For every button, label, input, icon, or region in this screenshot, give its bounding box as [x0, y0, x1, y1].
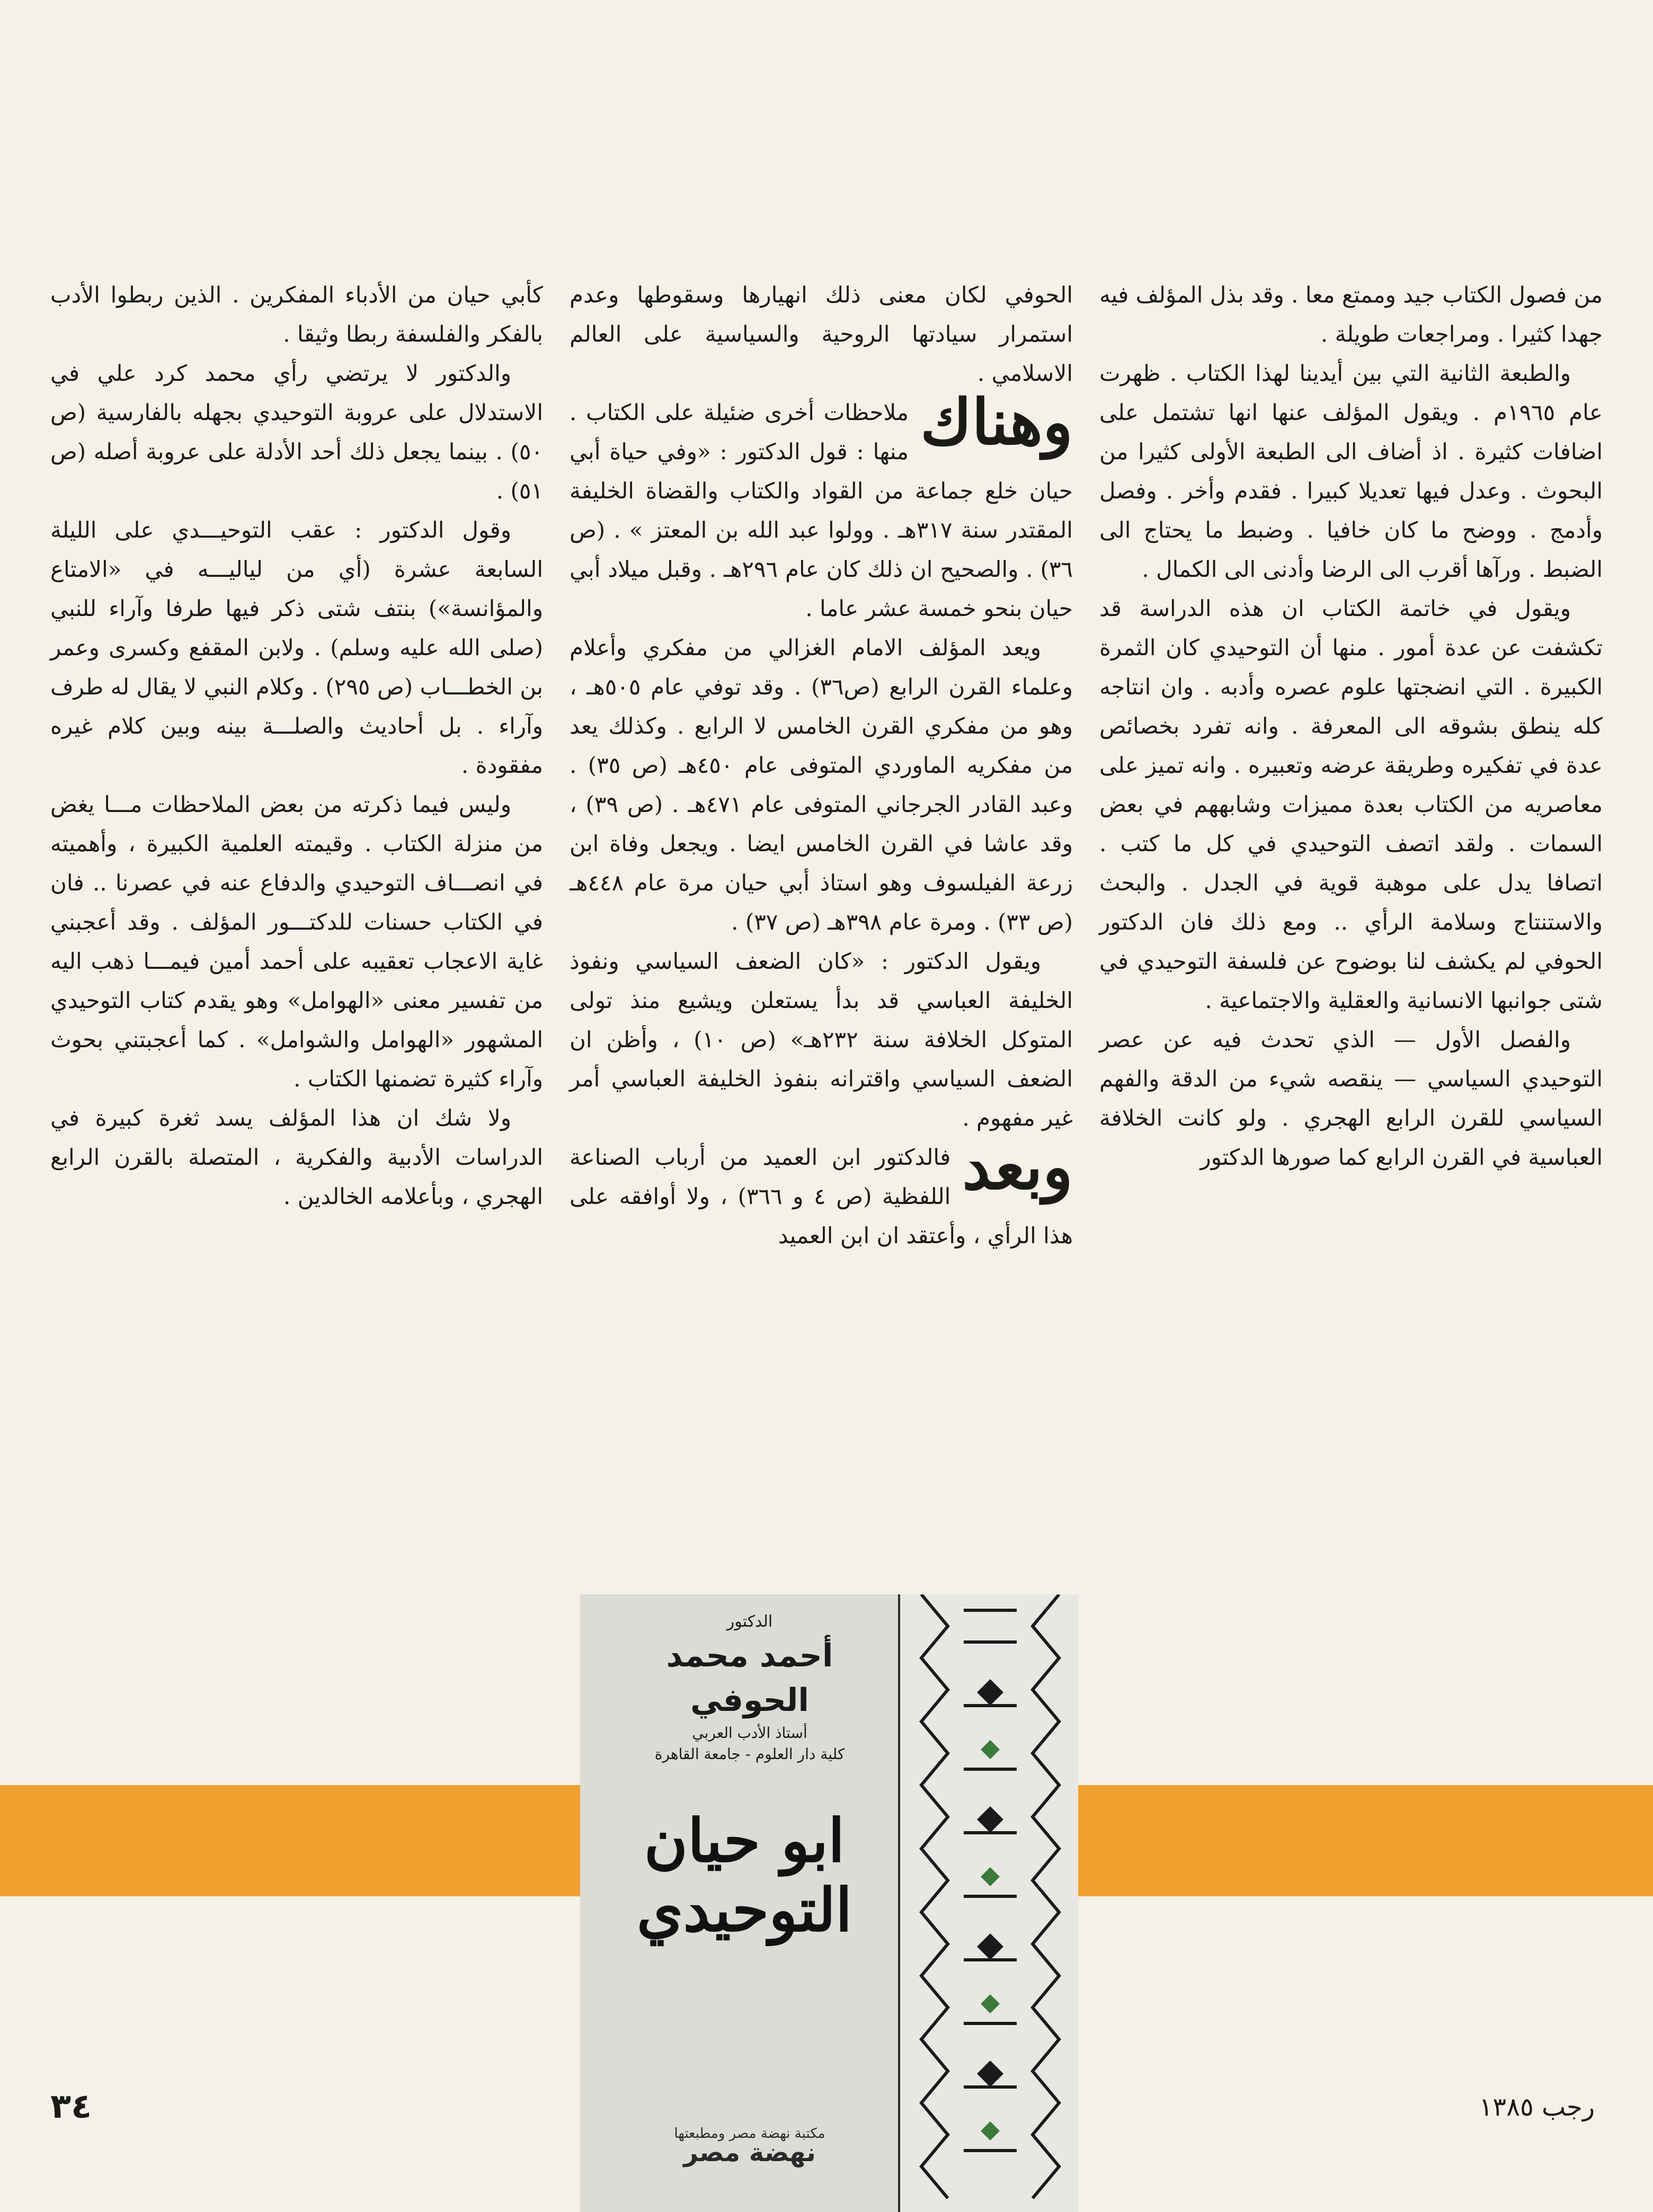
- drop-word: وهناك: [920, 385, 1073, 459]
- page-number: ٣٤: [50, 2087, 92, 2126]
- cover-publisher: [607, 2124, 893, 2168]
- cover-author-name: أحمد محمد الحوفي: [666, 1637, 833, 1719]
- paragraph: وليس فيما ذكرته من بعض الملاحظات مـــا يغض من منزلة الكتاب . وقيمته العلمية الكبيرة ، وأهميته في انصـــاف التوحيدي والدفاع عنه في عصرنا .. فان في الكتاب حسنات للدكتـــور المؤلف . وقد أعجبني غاية الاعجاب تعقيبه على أحمد أمين فيمـــا ذهب اليه من تفسير معنى «الهوامل» وهو يقدم كتاب التوحيدي المشهور «الهوامل والشوامل» . كما أعجبتني بحوث وآراء كثيرة تضمنها الكتاب .: [50, 791, 543, 1092]
- paragraph: والدكتور لا يرتضي رأي محمد كرد علي في الاستدلال على عروبة التوحيدي بجهله بالفارسية (ص ٥٠) . بينما يجعل ذلك أحد الأدلة على عروبة أصله (ص ٥١) .: [50, 360, 543, 504]
- cover-publisher-small: مكتبة نهضة مصر ومطبعتها: [674, 2126, 825, 2142]
- drop-word: وبعد: [962, 1130, 1073, 1203]
- paragraph: من فصول الكتاب جيد وممتع معا . وقد بذل المؤلف فيه جهدا كثيرا . ومراجعات طويلة .: [1099, 282, 1603, 347]
- book-cover-image: [580, 1594, 1078, 2212]
- cover-title: ابو حيان التوحيدي: [636, 1806, 852, 1945]
- cover-publisher-name: نهضة مصر: [683, 2138, 816, 2168]
- paragraph: الحوفي لكان معنى ذلك انهيارها وسقوطها وعدم استمرار سيادتها الروحية والسياسية على العالم الاسلامي .: [570, 282, 1073, 386]
- paragraph-text: ملاحظات أخرى ضئيلة على الكتاب . منها : قول الدكتور : «وفي حياة أبي حيان خلع جماعة من القواد والكتاب والقضاة الخليفة المقتدر سنة ٣١٧هـ . وولوا عبد الله بن المعتز » . (ص ٣٦) . والصحيح ان ذلك كان عام ٢٩٦هـ . وقبل ميلاد أبي حيان بنحو خمسة عشر عاما .: [570, 399, 1073, 621]
- article-column-right: [1099, 275, 1603, 1177]
- paragraph-text: فالدكتور ابن العميد من أرباب الصناعة اللفظية (ص ٤ و ٣٦٦) ، ولا أوافقه على هذا الرأي ، وأعتقد ان ابن العميد: [570, 1144, 1073, 1248]
- decorative-band-left: [0, 1785, 580, 1896]
- paragraph: كأبي حيان من الأدباء المفكرين . الذين ربطوا الأدب بالفكر والفلسفة ربطا وثيقا .: [50, 282, 543, 347]
- decorative-band-right: [1078, 1785, 1653, 1896]
- paragraph: ويقول الدكتور : «كان الضعف السياسي ونفوذ الخليفة العباسي قد بدأ يستعلن ويشيع منذ تولى المتوكل الخلافة سنة ٢٣٢هـ» (ص ١٠) ، وأظن ان الضعف السياسي واقترانه بنفوذ الخليفة العباسي أمر غير مفهوم .: [570, 948, 1073, 1131]
- paragraph: ولا شك ان هذا المؤلف يسد ثغرة كبيرة في الدراسات الأدبية والفكرية ، المتصلة بالقرن الرابع الهجري ، وبأعلامه الخالدين .: [50, 1105, 543, 1209]
- paragraph: ويقول في خاتمة الكتاب ان هذه الدراسة قد تكشفت عن عدة أمور . منها أن التوحيدي كان الثمرة الكبيرة . التي انضجتها علوم عصره وأدبه . وان انتاجه كله ينطق بشوقه الى المعرفة . وانه تفرد بخصائص عدة في تفكيره وطريقة عرضه وتعبيره . وانه تميز على معاصريه من الكتاب بعدة مميزات وشابههم في بعض السمات . ولقد اتصف التوحيدي في كل ما كتب . اتصافا يدل على موهبة قوية في الجدل . والبحث والاستنتاج وسلامة الرأي .. ومع ذلك فان الدكتور الحوفي لم يكشف لنا بوضوح عن فلسفة التوحيدي في شتى جوانبها الانسانية والعقلية والاجتماعية .: [1099, 595, 1603, 1013]
- paragraph: وقول الدكتور : عقب التوحيـــدي على الليلة السابعة عشرة (أي من لياليـــه في «الامتاع والمؤانسة») بنتف شتى ذكر فيها طرفا وآراء للنبي (صلى الله عليه وسلم) . ولابن المقفع وكسرى وعمر بن الخطـــاب (ص ٢٩٥) . وكلام النبي لا يقال له طرف وآراء . بل أحاديث والصلـــة بينه وبين كلام غيره مفقودة .: [50, 517, 543, 778]
- article-column-left: [50, 275, 543, 1216]
- cover-ornament-strip: [898, 1594, 1078, 2212]
- article-column-middle: [570, 275, 1073, 1255]
- cover-author-prefix: الدكتور: [726, 1612, 773, 1631]
- paragraph: والفصل الأول — الذي تحدث فيه عن عصر التوحيدي السياسي — ينقصه شيء من الدقة والفهم السياسي للقرن الرابع الهجري . ولو كانت الخلافة العباسية في القرن الرابع كما صورها الدكتور: [1099, 1027, 1603, 1170]
- cover-author-title: أستاذ الأدب العربي: [692, 1724, 807, 1742]
- cover-author-block: [612, 1610, 887, 1765]
- issue-date: رجب ١٣٨٥: [1479, 2092, 1595, 2122]
- paragraph-with-drop-word: [570, 385, 1073, 628]
- paragraph: والطبعة الثانية التي بين أيدينا لهذا الكتاب . ظهرت عام ١٩٦٥م . ويقول المؤلف عنها انها تشتمل على اضافات كثيرة . اذ أضاف الى الطبعة الأولى كثيرا من البحوث . وعدل فيها تعديلا كبيرا . فقدم وأخر . وفصل وأدمج . ووضح ما كان خافيا . وضبط ما يحتاج الى الضبط . ورآها أقرب الى الرضا وأدنى الى الكمال .: [1099, 360, 1603, 582]
- cover-author-affiliation: كلية دار العلوم - جامعة القاهرة: [654, 1745, 845, 1763]
- ornament-pattern-icon: [900, 1594, 1078, 2212]
- paragraph: ويعد المؤلف الامام الغزالي من مفكري وأعلام وعلماء القرن الرابع (ص٣٦) . وقد توفي عام ٥٠٥هـ ، وهو من مفكري القرن الخامس لا الرابع . وكذلك يعد من مفكريه الماوردي المتوفى عام ٤٥٠هـ (ص ٣٥) . وعبد القادر الجرجاني المتوفى عام ٤٧١هـ . (ص ٣٩) ، وقد عاشا في القرن الخامس ايضا . ويجعل وفاة ابن زرعة الفيلسوف وهو استاذ أبي حيان مرة عام ٤٤٨هـ (ص ٣٣) . ومرة عام ٣٩٨هـ (ص ٣٧) .: [570, 635, 1073, 935]
- paragraph-with-drop-word: [570, 1130, 1073, 1255]
